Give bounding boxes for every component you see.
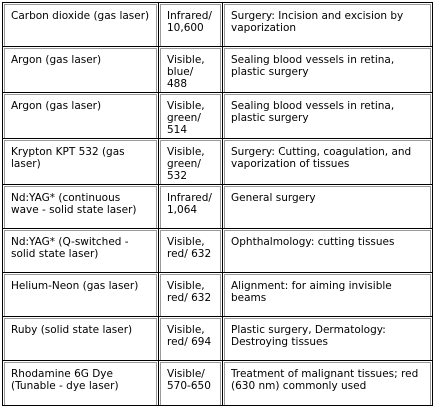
laser-type-cell: [3, 47, 159, 93]
table-row: [3, 361, 433, 406]
application-cell: [223, 273, 433, 317]
spectrum-cell: [159, 185, 223, 229]
spectrum-cell: [159, 317, 223, 361]
laser-type-text: Krypton KPT 532 (gas laser): [4, 140, 157, 185]
laser-type-cell: [3, 3, 159, 47]
laser-type-text: Nd:YAG* (Q-switched - solid state laser): [4, 230, 157, 273]
application-cell: [223, 47, 433, 93]
application-text: Surgery: Cutting, coagulation, and vaporization of tissues: [224, 140, 431, 185]
laser-type-text: Ruby (solid state laser): [4, 318, 157, 361]
laser-type-cell: [3, 229, 159, 273]
application-text: Plastic surgery, Dermatology: Destroying tissues: [224, 318, 431, 361]
spectrum-cell: [159, 3, 223, 47]
application-text: Sealing blood vessels in retina, plastic surgery: [224, 94, 431, 139]
application-text: Sealing blood vessels in retina, plastic surgery: [224, 48, 431, 93]
laser-type-cell: [3, 317, 159, 361]
application-cell: [223, 361, 433, 406]
table-row: [3, 185, 433, 229]
application-text: Treatment of malignant tissues; red (630 nm) commonly used: [224, 362, 431, 406]
table-row: [3, 3, 433, 47]
application-text: Alignment: for aiming invisible beams: [224, 274, 431, 317]
spectrum-text: Visible/ 570-650: [160, 362, 221, 406]
spectrum-cell: [159, 139, 223, 185]
application-cell: [223, 93, 433, 139]
laser-type-text: Argon (gas laser): [4, 94, 157, 139]
spectrum-cell: [159, 273, 223, 317]
laser-applications-table: [2, 2, 433, 406]
table-row: [3, 93, 433, 139]
application-text: General surgery: [224, 186, 431, 229]
application-text: Ophthalmology: cutting tissues: [224, 230, 431, 273]
table-row: [3, 229, 433, 273]
spectrum-text: Visible, green/ 514: [160, 94, 221, 139]
application-text: Surgery: Incision and excision by vaporization: [224, 4, 431, 47]
application-cell: [223, 229, 433, 273]
application-cell: [223, 139, 433, 185]
laser-type-text: Nd:YAG* (continuous wave - solid state laser): [4, 186, 157, 229]
laser-type-cell: [3, 361, 159, 406]
spectrum-text: Visible, blue/ 488: [160, 48, 221, 93]
table-row: [3, 317, 433, 361]
laser-type-cell: [3, 273, 159, 317]
spectrum-cell: [159, 361, 223, 406]
spectrum-cell: [159, 93, 223, 139]
spectrum-cell: [159, 47, 223, 93]
table-row: [3, 47, 433, 93]
table-row: [3, 273, 433, 317]
laser-type-text: Carbon dioxide (gas laser): [4, 4, 157, 47]
spectrum-text: Infrared/ 10,600: [160, 4, 221, 47]
spectrum-cell: [159, 229, 223, 273]
table-row: [3, 139, 433, 185]
laser-type-cell: [3, 185, 159, 229]
laser-type-cell: [3, 139, 159, 185]
spectrum-text: Visible, red/ 632: [160, 274, 221, 317]
application-cell: [223, 3, 433, 47]
spectrum-text: Infrared/ 1,064: [160, 186, 221, 229]
laser-type-text: Argon (gas laser): [4, 48, 157, 93]
spectrum-text: Visible, red/ 632: [160, 230, 221, 273]
laser-type-text: Rhodamine 6G Dye (Tunable - dye laser): [4, 362, 157, 406]
spectrum-text: Visible, green/ 532: [160, 140, 221, 185]
laser-type-cell: [3, 93, 159, 139]
application-cell: [223, 317, 433, 361]
laser-type-text: Helium-Neon (gas laser): [4, 274, 157, 317]
spectrum-text: Visible, red/ 694: [160, 318, 221, 361]
application-cell: [223, 185, 433, 229]
